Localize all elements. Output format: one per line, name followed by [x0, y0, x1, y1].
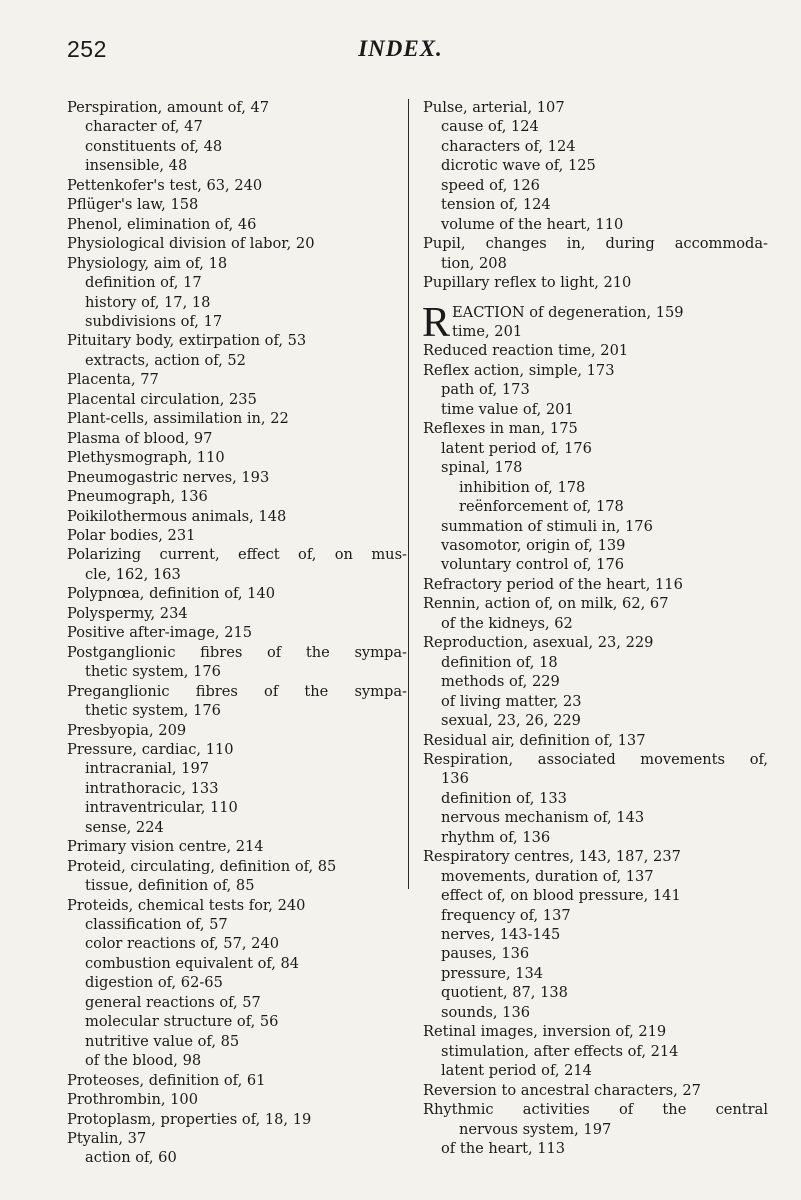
index-subentry: color reactions of, 57, 240	[85, 935, 280, 953]
index-subentry: summation of stimuli in, 176	[441, 517, 653, 535]
dropcap-letter: R	[422, 299, 451, 346]
index-entry: Rhythmic activities of the central	[423, 1101, 768, 1119]
index-subentry: definition of, 133	[441, 789, 567, 807]
index-subentry: thetic system, 176	[85, 663, 221, 681]
index-entry: Phenol, elimination of, 46	[67, 215, 257, 233]
index-subentry: of living matter, 23	[441, 692, 582, 710]
index-subentry: inhibition of, 178	[459, 478, 586, 496]
index-subentry: latent period of, 214	[441, 1062, 592, 1080]
index-subentry: history of, 17, 18	[85, 293, 211, 311]
index-subentry: sounds, 136	[441, 1003, 531, 1021]
index-subentry: of the blood, 98	[85, 1052, 202, 1070]
index-entry: Postganglionic fibres of the sympa-	[67, 643, 407, 661]
index-subentry: definition of, 17	[85, 274, 202, 292]
index-entry: Pflüger's law, 158	[67, 196, 199, 214]
index-entry: Proteid, circulating, definition of, 85	[67, 857, 337, 875]
index-subentry: thetic system, 176	[85, 702, 221, 720]
index-entry: Presbyopia, 209	[67, 721, 187, 739]
index-column-right	[423, 98, 768, 1158]
index-subentry: cause of, 124	[441, 118, 539, 136]
index-entry: Pettenkofer's test, 63, 240	[67, 176, 263, 194]
index-entry: Prothrombin, 100	[67, 1091, 198, 1109]
index-subentry: voluntary control of, 176	[441, 556, 625, 574]
index-subentry: combustion equivalent of, 84	[85, 954, 300, 972]
index-entry: Placenta, 77	[67, 371, 159, 389]
index-subentry: cle, 162, 163	[85, 565, 181, 583]
index-entry: Reflex action, simple, 173	[423, 361, 615, 379]
index-subentry: tension of, 124	[441, 196, 551, 214]
page-number: 252	[67, 36, 107, 62]
index-subentry: intracranial, 197	[85, 760, 210, 778]
index-entry: Pulse, arterial, 107	[423, 99, 565, 116]
index-entry: Pneumogastric nerves, 193	[67, 468, 270, 486]
index-entry: Plant-cells, assimilation in, 22	[67, 410, 289, 428]
index-entry: Refractory period of the heart, 116	[423, 575, 683, 593]
running-title: INDEX.	[358, 36, 443, 61]
index-entry: Primary vision centre, 214	[67, 838, 264, 856]
index-section-r	[422, 299, 768, 346]
index-subentry: time value of, 201	[441, 400, 574, 418]
index-subentry: time, 201	[452, 322, 523, 340]
index-subentry: constituents of, 48	[85, 137, 223, 155]
index-subentry: rhythm of, 136	[441, 828, 551, 846]
index-subentry: dicrotic wave of, 125	[441, 157, 596, 175]
index-entry: Perspiration, amount of, 47	[67, 99, 270, 116]
index-entry: Plasma of blood, 97	[67, 429, 213, 447]
index-entry: Pituitary body, extirpation of, 53	[67, 332, 307, 350]
index-subentry: subdivisions of, 17	[85, 312, 223, 330]
index-subentry: general reactions of, 57	[85, 993, 261, 1011]
column-divider	[408, 99, 409, 889]
index-entry: EACTION of degeneration, 159	[452, 303, 684, 321]
index-entry: Poikilothermous animals, 148	[67, 507, 287, 525]
index-subentry: reënforcement of, 178	[459, 498, 624, 516]
index-subentry: frequency of, 137	[441, 906, 571, 924]
index-entry: Reduced reaction time, 201	[423, 342, 629, 360]
index-column-left	[67, 98, 407, 1168]
index-entry: Preganglionic fibres of the sympa-	[67, 682, 407, 700]
index-entry: Reproduction, asexual, 23, 229	[423, 634, 654, 652]
index-subentry: definition of, 18	[441, 653, 558, 671]
index-entry: Polyspermy, 234	[67, 604, 188, 622]
index-subentry: classification of, 57	[85, 916, 228, 934]
index-subentry: action of, 60	[85, 1149, 177, 1167]
index-entry: Physiological division of labor, 20	[67, 235, 315, 253]
index-entry: Rennin, action of, on milk, 62, 67	[423, 595, 669, 613]
index-entry: Respiration, associated movements of,	[423, 750, 768, 768]
index-entry: Proteids, chemical tests for, 240	[67, 896, 306, 914]
index-subentry: molecular structure of, 56	[85, 1013, 279, 1031]
index-subentry: vasomotor, origin of, 139	[441, 536, 626, 554]
index-subentry: extracts, action of, 52	[85, 351, 246, 369]
index-entry: Placental circulation, 235	[67, 390, 257, 408]
page-header	[0, 36, 801, 76]
index-group-r	[423, 341, 768, 1158]
index-subentry: characters of, 124	[441, 137, 576, 155]
index-entry: Reflexes in man, 175	[423, 420, 578, 438]
index-entry: Respiratory centres, 143, 187, 237	[423, 848, 681, 866]
index-subentry: intrathoracic, 133	[85, 779, 219, 797]
index-subentry: methods of, 229	[441, 673, 560, 691]
index-entry: Proteoses, definition of, 61	[67, 1071, 266, 1089]
index-subentry: latent period of, 176	[441, 439, 592, 457]
index-subentry: pauses, 136	[441, 945, 530, 963]
index-subentry: of the heart, 113	[441, 1140, 566, 1158]
index-entry: Pressure, cardiac, 110	[67, 740, 234, 758]
index-subentry: intraventricular, 110	[85, 799, 238, 817]
index-entry: Retinal images, inversion of, 219	[423, 1023, 667, 1041]
index-subentry: quotient, 87, 138	[441, 984, 568, 1002]
index-subentry: digestion of, 62-65	[85, 974, 223, 992]
index-subentry: movements, duration of, 137	[441, 867, 654, 885]
index-subentry: nutritive value of, 85	[85, 1032, 240, 1050]
index-entry: Plethysmograph, 110	[67, 449, 225, 467]
index-subentry: tion, 208	[441, 254, 507, 272]
index-entry: Pupillary reflex to light, 210	[423, 274, 632, 292]
index-group-p	[423, 98, 768, 293]
index-entry: Residual air, definition of, 137	[423, 731, 646, 749]
index-entry: Reversion to ancestral characters, 27	[423, 1081, 701, 1099]
index-subentry: 136	[441, 770, 469, 788]
index-subentry: pressure, 134	[441, 964, 544, 982]
index-subentry: path of, 173	[441, 381, 530, 399]
index-subentry: volume of the heart, 110	[441, 215, 624, 233]
index-subentry: speed of, 126	[441, 176, 540, 194]
index-subentry: effect of, on blood pressure, 141	[441, 887, 681, 905]
index-entry: Physiology, aim of, 18	[67, 254, 228, 272]
index-entry: Protoplasm, properties of, 18, 19	[67, 1110, 312, 1128]
index-entry: Positive after-image, 215	[67, 624, 253, 642]
index-subentry: spinal, 178	[441, 459, 523, 477]
index-subentry: stimulation, after effects of, 214	[441, 1042, 679, 1060]
index-subentry: sense, 224	[85, 818, 164, 836]
index-subentry: sexual, 23, 26, 229	[441, 712, 581, 730]
index-entry: Ptyalin, 37	[67, 1130, 147, 1148]
index-subentry: nervous mechanism of, 143	[441, 809, 645, 827]
index-subentry: tissue, definition of, 85	[85, 877, 255, 895]
index-entry: Polarizing current, effect of, on mus-	[67, 546, 407, 564]
index-subentry: nervous system, 197	[459, 1120, 612, 1138]
index-subentry: nerves, 143-145	[441, 926, 561, 944]
index-subentry: insensible, 48	[85, 157, 188, 175]
index-entry: Pupil, changes in, during accommoda-	[423, 235, 768, 253]
index-subentry: character of, 47	[85, 118, 203, 136]
index-entry: Polypnœa, definition of, 140	[67, 585, 276, 603]
index-entry: Pneumograph, 136	[67, 488, 208, 506]
index-subentry: of the kidneys, 62	[441, 614, 573, 632]
index-entry: Polar bodies, 231	[67, 526, 196, 544]
